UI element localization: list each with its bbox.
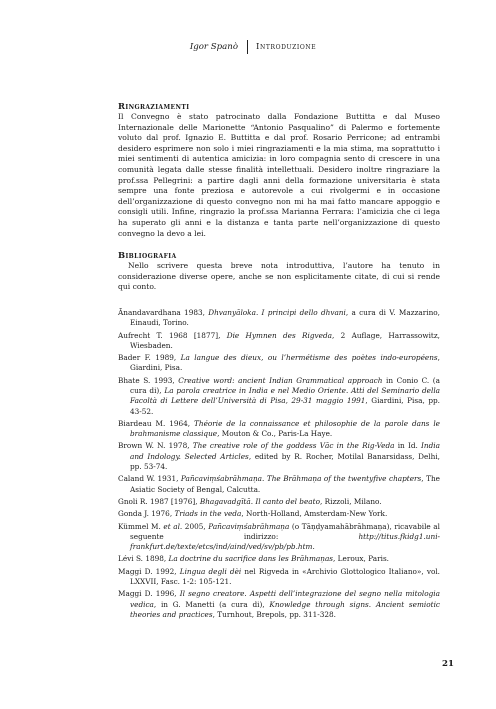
entry-title: Triads in the veda — [174, 509, 242, 519]
entry-title: Dhvanyāloka. I principi dello dhvani — [208, 307, 346, 317]
running-header — [0, 40, 496, 54]
entry-text: , Giardini, Pisa, pp. 43-52. — [130, 396, 440, 416]
entry-text: , edited by R. Rocher, Motilal Banarsidass, Delhi, pp. 53-74. — [130, 451, 440, 472]
entry-text: in Conio C. (a cura di), — [130, 375, 440, 395]
entry-title: Théorie de la connaissance et philosophie de la parole dans le brahmanisme classique — [130, 418, 440, 439]
bibliography-entry — [118, 376, 440, 417]
entry-text: Biardeau M. 1964, — [118, 418, 195, 428]
bibliography-entry — [118, 567, 440, 588]
bibliography-entry — [118, 474, 440, 495]
entry-title: India and Indology. Selected Articles — [130, 441, 440, 461]
bibliography-entry — [118, 497, 440, 507]
header-separator — [247, 40, 248, 54]
entry-title: La langue des dieux, ou l’hermétisme des poètes indo-européens — [180, 353, 438, 363]
entry-text: Brown W. N. 1978, — [118, 441, 193, 451]
entry-title: The creative role of the goddess Vāc in the Rig-Veda — [192, 441, 395, 451]
entry-text: , in G. Manetti (a cura di), — [153, 599, 270, 609]
entry-text: (o Tāṇḍyamahābrāhmaṇa), ricavabile al seguente indirizzo: — [130, 521, 440, 541]
entry-text: Caland W. 1931, — [118, 474, 181, 484]
entry-title: La parola creatrice in India e nel Medio Oriente. Atti del Seminario della Facoltà di Lettere dell’Università di Pisa, 29-31 maggio 1991 — [130, 385, 441, 406]
bibliography-intro: Nello scrivere questa breve nota introduttiva, l’autore ha tenuto in considerazione diverse opere, anche se non esplicitamente citate, di cui si rende qui conto. — [118, 261, 440, 292]
entry-text: , Mouton & Co., Paris-La Haye. — [217, 429, 333, 439]
bibliography-entry — [118, 308, 440, 329]
entry-text: , Giardini, Pisa. — [130, 353, 440, 373]
page-number: 21 — [442, 659, 454, 669]
header-author: Igor Spanò — [189, 42, 238, 52]
header-section: Introduzione — [256, 42, 317, 52]
bibliography-entry — [118, 419, 440, 440]
entry-title: Lingua degli dèi — [179, 566, 242, 576]
entry-title: Creative word: ancient Indian Grammatical approach — [178, 375, 383, 385]
entry-text: Bader F. 1989, — [118, 353, 181, 363]
acknowledgements-heading: Ringraziamenti — [118, 101, 190, 111]
bibliography-entry — [118, 509, 440, 519]
bibliography-entry — [118, 589, 440, 620]
entry-text: Gonda J. 1976, — [118, 509, 175, 519]
entry-title: Pañcaviṃśabrāhmaṇa. The Brāhmaṇa of the twentyfive chapters — [180, 474, 422, 484]
entry-text: , a cura di V. Mazzarino, Einaudi, Torino. — [130, 307, 440, 328]
entry-title: Pañcaviṃśabrāhmaṇa — [208, 521, 290, 531]
entry-title: Die Hymnen des Rigveda — [226, 330, 332, 340]
entry-title: et al. — [163, 521, 183, 531]
acknowledgements-paragraph: Il Convegno è stato patrocinato dalla Fondazione Buttitta e dal Museo Internazionale delle Marionette “Antonio Pasqualino” di Palermo e fortemente voluto dal prof. Ignazio E. Buttitta e dal prof. Rosario Perricone; ad entrambi desidero esprimere non solo i miei ringraziamenti e la mia stima, ma soprattutto i miei sentimenti di autentica amicizia: in loro compagnia sento di crescere in una comunità legata dalle stesse finalità intellettuali. Desidero inoltre ringraziare la prof.ssa Pellegrini: a partire dagli anni della formazione universitaria è stata sempre una fonte preziosa e autorevole a cui rivolgermi e in occasione dell’organizzazione di questo convegno non mi ha mai fatto mancare appoggio e consigli utili. Infine, ringrazio la prof.ssa Marianna Ferrara: l’amicizia che ci lega ha superato gli anni e la distanza e tanta parte nell’organizzazione di questo convegno la devo a lei. — [118, 112, 440, 238]
bibliography-entry — [118, 522, 440, 553]
entry-text: , 2 Auflage, Harrassowitz, Wiesbaden. — [130, 330, 440, 350]
entry-text: , North-Holland, Amsterdam-New York. — [241, 509, 388, 519]
bibliography-heading: Bibliografia — [118, 250, 177, 261]
entry-text: , Rizzoli, Milano. — [319, 496, 382, 506]
entry-text: Bhate S. 1993, — [118, 375, 179, 385]
entry-text: nel Rigveda in «Archivio Glottologico Italiano», vol. LXXVII, Fasc. 1-2: 105-121. — [130, 566, 440, 587]
entry-text: Kümmel M. — [118, 521, 164, 531]
entry-title: http://titus.fkidg1.uni-frankfurt.de/texte/etcs/ind/aind/ved/sv/pb/pb.htm — [130, 531, 440, 552]
bibliography-entry — [118, 441, 440, 472]
entry-text: Gnoli R. 1987 [1976], — [118, 496, 200, 506]
entry-text: Aufrecht T. 1968 [1877], — [118, 330, 227, 340]
entry-text: , Turnhout, Brepols, pp. 311-328. — [212, 609, 336, 619]
entry-text: Maggi D. 1992, — [118, 566, 180, 576]
bibliography-list — [118, 308, 440, 620]
entry-title: Il segno creatore. Aspetti dell’integrazione del segno nella mitologia vedica — [130, 589, 440, 609]
entry-title: Bhagavadgītā. Il canto del beato — [199, 496, 320, 506]
bibliography-entry — [118, 331, 440, 352]
main-content — [118, 100, 440, 622]
entry-text: Ānandavardhana 1983, — [118, 307, 209, 317]
entry-text: . — [312, 542, 315, 552]
bibliography-entry — [118, 554, 440, 564]
bibliography-entry — [118, 353, 440, 374]
entry-text: in Id. — [394, 441, 422, 451]
entry-title: Knowledge through signs. Ancient semiotic theories and practices — [130, 599, 440, 619]
entry-text: 2005, — [182, 521, 209, 531]
entry-text: , Leroux, Paris. — [333, 554, 390, 564]
entry-text: Maggi D. 1996, — [118, 589, 180, 599]
entry-text: Lévi S. 1898, — [118, 554, 169, 564]
entry-text: , The Asiatic Society of Bengal, Calcutta. — [130, 474, 440, 494]
entry-title: La doctrine du sacrifice dans les Brāhmaṇas — [168, 554, 334, 564]
